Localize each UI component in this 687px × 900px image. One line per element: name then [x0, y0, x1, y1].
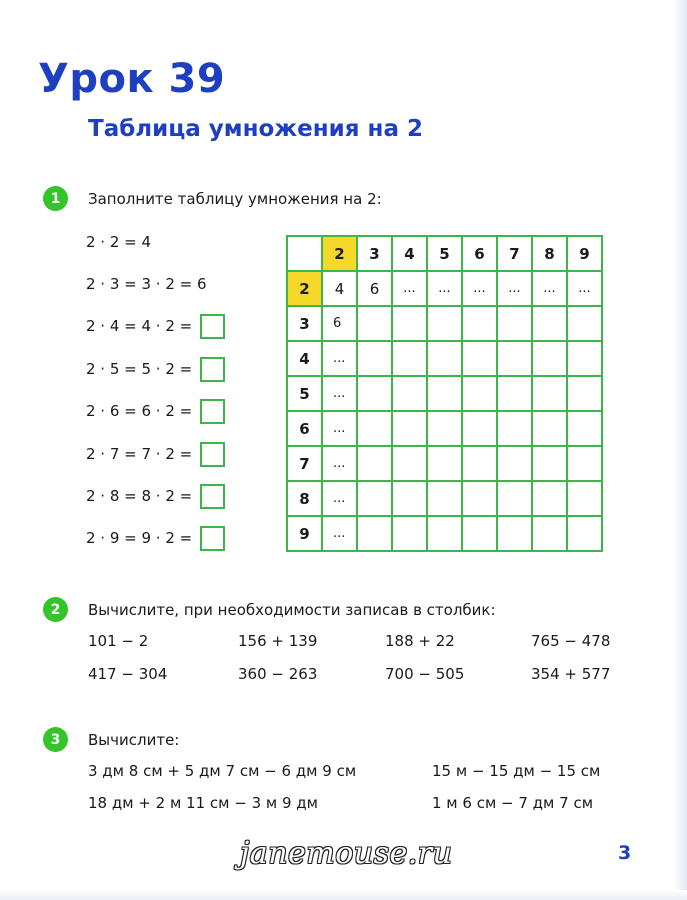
equation-row [86, 440, 225, 468]
table-cell[interactable] [497, 376, 532, 411]
row-header-cell: 3 [287, 306, 322, 341]
row-header-cell: 6 [287, 411, 322, 446]
table-cell[interactable] [532, 376, 567, 411]
multiplication-table [286, 235, 603, 552]
table-header-row [287, 236, 602, 271]
column-header-cell: 5 [427, 236, 462, 271]
column-header-cell: 4 [392, 236, 427, 271]
watermark: janemouse.ru [240, 836, 453, 871]
table-cell[interactable]: ... [322, 341, 357, 376]
row-header-cell: 4 [287, 341, 322, 376]
expression: 156 + 139 [238, 632, 318, 650]
table-row [287, 446, 602, 481]
equation-text: 2 · 3 = 3 · 2 = 6 [86, 275, 207, 293]
table-cell[interactable]: ... [322, 446, 357, 481]
table-cell[interactable] [532, 481, 567, 516]
table-cell[interactable] [427, 481, 462, 516]
table-cell[interactable] [357, 411, 392, 446]
expression: 417 − 304 [88, 665, 168, 683]
table-cell[interactable] [497, 516, 532, 551]
column-header-cell: 7 [497, 236, 532, 271]
column-header-cell: 8 [532, 236, 567, 271]
answer-box[interactable] [200, 314, 225, 339]
table-cell[interactable]: 4 [322, 271, 357, 306]
table-cell[interactable] [497, 306, 532, 341]
column-header-cell: 9 [567, 236, 602, 271]
table-cell[interactable] [462, 376, 497, 411]
table-cell[interactable] [462, 341, 497, 376]
table-cell[interactable] [532, 516, 567, 551]
equation-row [86, 270, 207, 298]
lesson-subtitle: Таблица умножения на 2 [88, 116, 423, 142]
table-cell[interactable] [462, 306, 497, 341]
equation-row [86, 228, 151, 256]
task-1-instruction: Заполните таблицу умножения на 2: [88, 190, 382, 208]
table-row [287, 271, 602, 306]
equation-text: 2 · 4 = 4 · 2 = [86, 317, 193, 335]
table-cell[interactable]: ... [322, 481, 357, 516]
table-cell[interactable] [567, 306, 602, 341]
table-cell[interactable]: ... [567, 271, 602, 306]
table-cell[interactable] [392, 341, 427, 376]
table-cell[interactable] [532, 411, 567, 446]
task-1-badge: 1 [43, 186, 68, 211]
table-cell[interactable] [357, 446, 392, 481]
table-cell[interactable] [427, 516, 462, 551]
column-header-cell: 2 [322, 236, 357, 271]
equation-text: 2 · 7 = 7 · 2 = [86, 445, 193, 463]
table-cell[interactable] [392, 376, 427, 411]
row-header-cell: 5 [287, 376, 322, 411]
answer-box[interactable] [200, 399, 225, 424]
table-cell[interactable] [357, 306, 392, 341]
equation-text: 2 · 9 = 9 · 2 = [86, 529, 193, 547]
table-cell[interactable]: ... [322, 516, 357, 551]
table-cell[interactable] [427, 306, 462, 341]
expression: 700 − 505 [385, 665, 465, 683]
column-header-cell: 3 [357, 236, 392, 271]
task-2-instruction: Вычислите, при необходимости записав в столбик: [88, 601, 496, 619]
row-header-cell: 2 [287, 271, 322, 306]
expression: 101 − 2 [88, 632, 149, 650]
table-corner-cell [287, 236, 322, 271]
table-row [287, 411, 602, 446]
table-cell[interactable]: 6 [322, 306, 357, 341]
table-cell[interactable] [497, 446, 532, 481]
table-cell[interactable] [567, 481, 602, 516]
table-cell[interactable] [462, 516, 497, 551]
equation-text: 2 · 8 = 8 · 2 = [86, 487, 193, 505]
table-row [287, 341, 602, 376]
page-number: 3 [618, 842, 632, 864]
table-cell[interactable] [427, 341, 462, 376]
table-row [287, 481, 602, 516]
table-cell[interactable] [427, 446, 462, 481]
table-cell[interactable]: ... [322, 411, 357, 446]
equation-row [86, 355, 225, 383]
equation-text: 2 · 2 = 4 [86, 233, 152, 251]
page-edge-bottom [0, 890, 687, 900]
answer-box[interactable] [200, 526, 225, 551]
table-row [287, 516, 602, 551]
table-cell[interactable] [357, 376, 392, 411]
table-cell[interactable] [567, 341, 602, 376]
table-cell[interactable] [357, 516, 392, 551]
expression: 1 м 6 см − 7 дм 7 см [432, 794, 594, 812]
table-cell[interactable] [497, 341, 532, 376]
equation-text: 2 · 5 = 5 · 2 = [86, 360, 193, 378]
expression: 18 дм + 2 м 11 см − 3 м 9 дм [88, 794, 318, 812]
table-cell[interactable] [392, 306, 427, 341]
equation-row [86, 482, 225, 510]
expression: 15 м − 15 дм − 15 см [432, 762, 601, 780]
table-row [287, 376, 602, 411]
table-cell[interactable] [567, 411, 602, 446]
table-cell[interactable] [427, 376, 462, 411]
expression: 354 + 577 [531, 665, 611, 683]
task-3-instruction: Вычислите: [88, 731, 180, 749]
page-edge-right [673, 0, 687, 900]
expression: 765 − 478 [531, 632, 611, 650]
table-cell[interactable] [462, 446, 497, 481]
table-cell[interactable] [462, 411, 497, 446]
lesson-title: Урок 39 [38, 56, 226, 102]
answer-box[interactable] [200, 357, 225, 382]
table-cell[interactable] [497, 481, 532, 516]
expression: 188 + 22 [385, 632, 455, 650]
row-header-cell: 7 [287, 446, 322, 481]
table-cell[interactable] [567, 376, 602, 411]
table-cell[interactable] [392, 481, 427, 516]
table-row [287, 306, 602, 341]
table-cell[interactable] [567, 516, 602, 551]
task-2-badge: 2 [43, 597, 68, 622]
table-cell[interactable] [392, 411, 427, 446]
table-cell[interactable] [357, 341, 392, 376]
table-cell[interactable]: 6 [357, 271, 392, 306]
row-header-cell: 9 [287, 516, 322, 551]
table-cell[interactable] [427, 411, 462, 446]
table-cell[interactable] [392, 446, 427, 481]
table-cell[interactable] [567, 446, 602, 481]
table-cell[interactable] [532, 306, 567, 341]
answer-box[interactable] [200, 484, 225, 509]
expression: 360 − 263 [238, 665, 318, 683]
table-cell[interactable] [462, 481, 497, 516]
expression: 3 дм 8 см + 5 дм 7 см − 6 дм 9 см [88, 762, 357, 780]
column-header-cell: 6 [462, 236, 497, 271]
answer-box[interactable] [200, 442, 225, 467]
table-cell[interactable]: ... [392, 271, 427, 306]
equation-row [86, 397, 225, 425]
table-cell[interactable]: ... [462, 271, 497, 306]
table-cell[interactable] [532, 341, 567, 376]
table-cell[interactable] [532, 446, 567, 481]
table-cell[interactable] [357, 481, 392, 516]
task-3-badge: 3 [43, 727, 68, 752]
equation-row [86, 312, 225, 340]
table-cell[interactable]: ... [322, 376, 357, 411]
row-header-cell: 8 [287, 481, 322, 516]
table-cell[interactable] [392, 516, 427, 551]
equation-text: 2 · 6 = 6 · 2 = [86, 402, 193, 420]
table-cell[interactable]: ... [532, 271, 567, 306]
table-cell[interactable]: ... [497, 271, 532, 306]
table-cell[interactable] [497, 411, 532, 446]
table-cell[interactable]: ... [427, 271, 462, 306]
equation-row [86, 524, 225, 552]
